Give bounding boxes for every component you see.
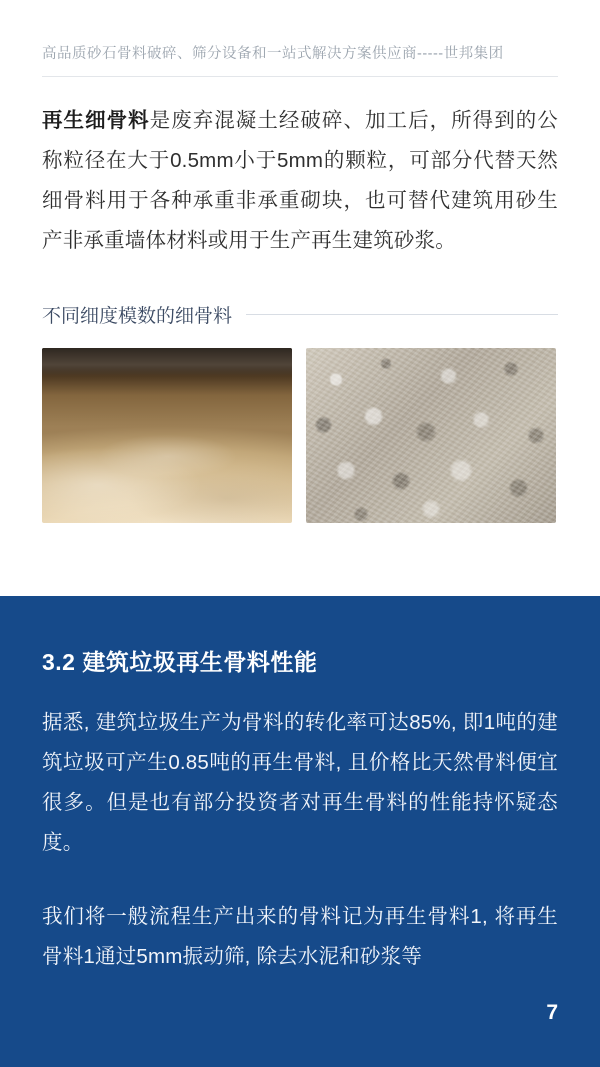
header-tagline: 高品质砂石骨料破碎、筛分设备和一站式解决方案供应商-----世邦集团	[42, 46, 504, 62]
section-heading: 3.2 建筑垃圾再生骨料性能	[42, 649, 318, 675]
section-paragraph-1: 据悉, 建筑垃圾生产为骨料的转化率可达85%, 即1吨的建筑垃圾可产生0.85吨的再生骨料, 且价格比天然骨料便宜很多。但是也有部分投资者对再生骨料的性能持怀疑态度。	[42, 711, 558, 854]
intro-lead-term: 再生细骨料	[42, 109, 150, 133]
figure-image-right	[306, 348, 556, 523]
intro-paragraph	[42, 101, 558, 261]
header-divider	[42, 76, 558, 77]
figure-caption-row	[42, 301, 558, 328]
page-number: 7	[546, 1001, 558, 1024]
figure-caption: 不同细度模数的细骨料	[42, 306, 233, 328]
section-paragraph-2: 我们将一般流程生产出来的骨料记为再生骨料1, 将再生骨料1通过5mm振动筛, 除去水泥和砂浆等	[42, 904, 558, 968]
intro-body-text: 是废弃混凝土经破碎、加工后，所得到的公称粒径在大于0.5mm小于5mm的颗粒，可部分代替天然细骨料用于各种承重非承重砌块，也可替代建筑用砂生产非承重墙体材料或用于生产再生建筑砂浆。	[42, 109, 558, 253]
bottom-blue-section	[0, 596, 600, 1067]
figure-image-row	[42, 348, 558, 523]
figure-image-left	[42, 348, 292, 523]
page-header	[0, 0, 600, 64]
caption-rule	[246, 314, 558, 315]
